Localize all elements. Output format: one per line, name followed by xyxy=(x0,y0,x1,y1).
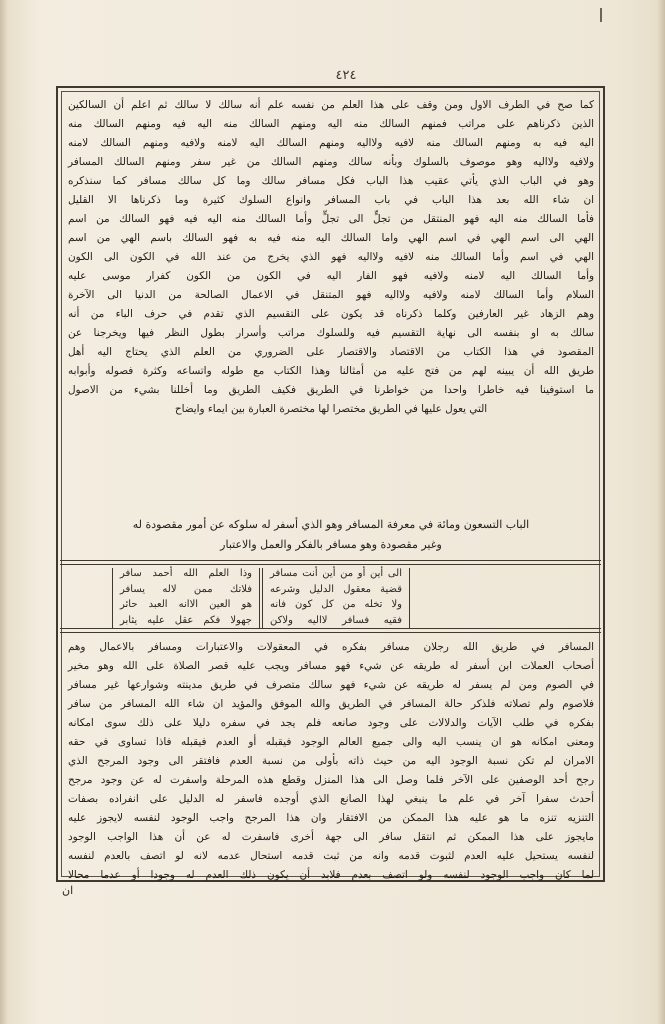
poem-top-rule xyxy=(60,560,601,561)
poem-top-rule-inner xyxy=(60,564,601,565)
text-line: رجح أحد الوصفين على الآخر فلما وصل الى هذا المنزل وقطع هذه المرحلة واسفرت له عن وجود مرجح xyxy=(68,774,594,786)
text-line: مايجوز على هذا الممكن ثم انتقل سافر الى جهة أخرى فاسفرت له عن أن هذا الواجب الوجود xyxy=(68,831,594,843)
verse-line: ولا تخله من كل كون فانه xyxy=(270,599,402,610)
text-line: وهو في الباب الذي يأتي عقيب هذا الباب فكل مسافر سالك وما كل سالك مسافر كما سنذكره xyxy=(68,175,594,187)
page-edge-right xyxy=(657,0,665,1024)
bottom-text-block xyxy=(62,638,600,881)
text-line: ان شاء الله بعد هذا الباب في باب المسافر وانواع السلوك كثيرة وما ذكرناها الا القليل xyxy=(68,194,594,206)
text-line: فلاصوم ولم تصلاته فلذكر حالة المسافر في الطريق والله الموفق والمؤيد ان شاء الله المسافر من سافر xyxy=(68,698,594,710)
verse-line: فقيه فسافر لااليه ولاكن xyxy=(270,614,402,626)
verse-line: الى أين أو من أين أنت مسافر xyxy=(270,568,402,579)
text-line: أحدث سفرا آخر في علم ما ينبغي لهذا الصانع الذي أوجده فاسفر له الدليل على انفراده بصفات xyxy=(68,793,594,805)
text-line: اليه فيه به ومنهم السالك منه لافيه ولااليه ومنهم السالك اليه لامنه ولافيه ومنهم السالك لامنه xyxy=(68,137,594,149)
text-line: فأما السالك منه اليه فهو المنتقل من تجلٍّ الى تجلٍّ وأما السالك منه اليه فيه فهو السالك من اسم xyxy=(68,213,594,225)
chapter-heading-continued: وغير مقصودة وهو مسافر بالفكر والعمل والاعتبار xyxy=(220,538,442,551)
verse-line: قضية معقول الدليل وشرعه xyxy=(270,583,402,595)
text-line: ومعنى امكانه هو ان ينسب اليه والى جميع العالم الوجود فيقبله أو العدم فيقبله فاذا تساوى في حقه xyxy=(68,736,594,748)
text-line: السلام وأما السالك لامنه ولافيه ولااليه فهو المتنقل في الاعمال الصالحة من الدنيا الى الآخرة xyxy=(68,289,594,301)
verse-line: فلاتك ممن لاله يسافر xyxy=(120,583,252,595)
verse-line: وذا العلم الله أحمد سافر xyxy=(120,568,252,579)
page-number: ٤٢٤ xyxy=(335,68,357,83)
text-line: التي يعول عليها في الطريق مختصرا لها مختصرة العبارة بين ايماء وايضاح xyxy=(174,403,488,415)
text-line: بفكره في طلب الآيات والدلالات على وجود صانعه فلم يجد في سفره دليلا على ذلك سوى امكانه xyxy=(68,717,594,729)
text-line: كما صح في الطرف الاول ومن وقف على هذا العلم من نفسه علم أنه سالك لا سالك ثم اعلم أن السالكين xyxy=(68,99,594,111)
verse-line: هو العين الاانه العبد حائر xyxy=(120,599,252,610)
text-line: سالك به او بنفسه الى نهاية التقسيم فيه وللسلوك مراتب وأسرار بطول النظر فيها ويخرجنا عن xyxy=(68,327,594,339)
text-line: التنزيه تنزه ما هو عليه هذا الممكن من الافتقار وان هذا المرجح واجب الوجود لنفسه لايجوز عليه xyxy=(68,812,594,824)
text-line: أصحاب العملات ابن أسفر له طريقه عن شيء فهو مسافر ويجب عليه قصر الصلاة على الله وهو مخير xyxy=(68,660,594,672)
poem-bottom-rule xyxy=(60,628,601,629)
poem-left-verses xyxy=(112,566,260,628)
text-line: ما استوفينا فيه خاطرا واحدا من خواطرنا في الطريق فكيف الطريق وما أخللنا بشيء من الاصول xyxy=(68,384,594,396)
text-line: ولافيه ولااليه وهو موصوف بالسلوك وبأنه سالك ومنهم السالك من غير سفر ومنهم السالك المسافر xyxy=(68,156,594,168)
text-line: وأما السالك اليه لامنه ولافيه فهو الفار اليه في الكون من الكون كفرار موسى عليه xyxy=(68,270,594,282)
text-line: الهي في اسم وأما السالك منه لافيه ولااليه فهو الذي يخرج من عند الله في الكون الى الكون xyxy=(68,251,594,263)
poem-right-verses xyxy=(262,566,410,628)
text-line: الامران لم تكن نسبة الوجود اليه من حيث ذاته بأولى من نسبة العدم فافتقر الى وجود المرجح الذي xyxy=(68,755,594,767)
fold-mark xyxy=(600,8,602,22)
text-line: المقصود في هذا الكتاب من الاقتصاد والاقتصار على الضروري من العلم الذي يحتاج اليه أهل xyxy=(68,346,594,358)
poem-bottom-rule-inner xyxy=(60,632,601,633)
verse-line: جهولا فكم عقل عليه يثابر xyxy=(120,614,252,626)
text-line: الهي الى اسم الهي في اسم الهي واما السالك اليه منه فيه به فهو السالك باسم الهي من اسم xyxy=(68,232,594,244)
text-line: لنفسه يستحيل عليه العدم لثبوت قدمه وانه من ثبت قدمه استحال عدمه لانه لو اتصف بالعدم لنفسه xyxy=(68,850,594,862)
top-text-block xyxy=(62,96,600,526)
page-edge-left xyxy=(0,0,8,1024)
chapter-heading: الباب التسعون ومائة في معرفة المسافر وهو الذي أسفر له سلوكه عن أمور مقصودة له xyxy=(132,518,530,531)
catchword: ان xyxy=(62,884,74,897)
text-line: وهم الزهاد غير العارفين وكلما ذكرناه قد يكون على التقسيم الذي تقدم في حرف الباء من أنه xyxy=(68,308,594,320)
text-line: لما كان واجب الوجود لنفسه ولو اتصف بعدم فلابد أن يكون ذلك العدم له وجودا أو عدما محالا xyxy=(68,869,594,881)
text-line: الذين ذكرناهم على مراتب فمنهم السالك منه اليه ومنهم السالك منه اليه فيه ومنهم السالك منه xyxy=(68,118,594,130)
text-line: المسافر في طريق الله رجلان مسافر بفكره في المعقولات والاعتبارات ومسافر بالاعمال وهم xyxy=(68,641,594,653)
text-line: في الصوم ومن لم يسفر له طريقه عن شيء فهو سالك متصرف في طريق مدينته وشوارعها غير مسافر xyxy=(68,679,594,691)
text-line: طريق الله أن يبينه لهم من فتح عليه من أمثالنا وهذا الكتاب مع طوله واتساعه وكثرة فصوله وأبوابه xyxy=(68,365,594,377)
